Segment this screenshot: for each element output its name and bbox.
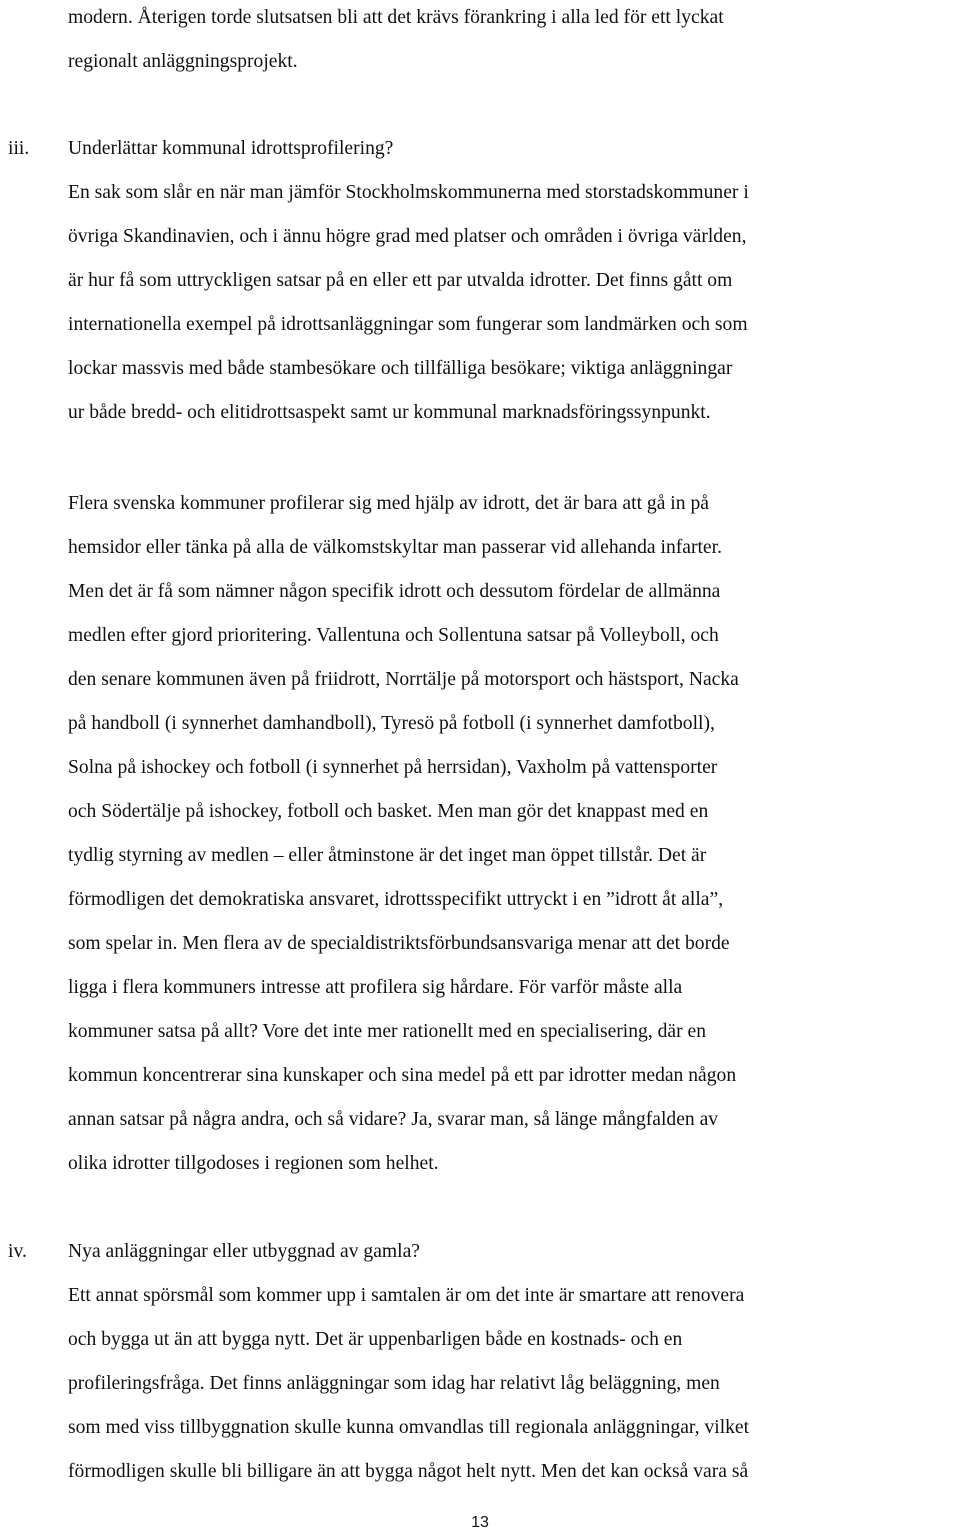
- section-iii-paragraph-2: [68, 482, 956, 1186]
- text-line: den senare kommunen även på friidrott, Norrtälje på motorsport och hästsport, Nacka: [68, 669, 739, 690]
- section-iv-paragraph-1: [68, 1274, 956, 1494]
- section-iv-heading: Nya anläggningar eller utbyggnad av gamla?: [68, 1241, 421, 1262]
- text-line: lockar massvis med både stambesökare och tillfälliga besökare; viktiga anläggningar: [68, 358, 733, 379]
- text-line: förmodligen skulle bli billigare än att bygga något helt nytt. Men det kan också vara så: [68, 1461, 749, 1482]
- section-iii-marker: iii.: [8, 138, 30, 159]
- text-line: ur både bredd- och elitidrottsaspekt samt ur kommunal marknadsföringssynpunkt.: [68, 402, 711, 423]
- text-line: övriga Skandinavien, och i ännu högre grad med platser och områden i övriga världen,: [68, 226, 747, 247]
- text-line: som med viss tillbyggnation skulle kunna omvandlas till regionala anläggningar, vilket: [68, 1417, 750, 1438]
- text-line: medlen efter gjord prioritering. Vallentuna och Sollentuna satsar på Volleyboll, och: [68, 625, 719, 646]
- text-line: regionalt anläggningsprojekt.: [68, 51, 298, 72]
- text-line: Flera svenska kommuner profilerar sig med hjälp av idrott, det är bara att gå in på: [68, 493, 709, 514]
- text-line: profileringsfråga. Det finns anläggningar som idag har relativt låg beläggning, men: [68, 1373, 720, 1394]
- text-line: kommuner satsa på allt? Vore det inte mer rationellt med en specialisering, där en: [68, 1021, 707, 1042]
- text-line: är hur få som uttryckligen satsar på en eller ett par utvalda idrotter. Det finns gått om: [68, 270, 733, 291]
- text-line: förmodligen det demokratiska ansvaret, idrottsspecifikt uttryckt i en ”idrott åt alla”,: [68, 889, 724, 910]
- text-line: ligga i flera kommuners intresse att profilera sig hårdare. För varför måste alla: [68, 977, 683, 998]
- text-line: och bygga ut än att bygga nytt. Det är uppenbarligen både en kostnads- och en: [68, 1329, 683, 1350]
- section-iii-heading: Underlättar kommunal idrottsprofilering?: [68, 138, 394, 159]
- text-line: olika idrotter tillgodoses i regionen som helhet.: [68, 1153, 439, 1174]
- text-line: tydlig styrning av medlen – eller åtminstone är det inget man öppet tillstår. Det är: [68, 845, 707, 866]
- text-line: på handboll (i synnerhet damhandboll), Tyresö på fotboll (i synnerhet damfotboll),: [68, 713, 715, 734]
- text-line: En sak som slår en när man jämför Stockholmskommunerna med storstadskommuner i: [68, 182, 749, 203]
- text-line: annan satsar på några andra, och så vidare? Ja, svarar man, så länge mångfalden av: [68, 1109, 719, 1130]
- section-iii-paragraph-1: [68, 171, 956, 435]
- text-line: hemsidor eller tänka på alla de välkomstskyltar man passerar vid allehanda infarter.: [68, 537, 722, 558]
- text-line: internationella exempel på idrottsanläggningar som fungerar som landmärken och som: [68, 314, 748, 335]
- page-number: 13: [471, 1514, 489, 1531]
- section-iv-marker: iv.: [8, 1241, 27, 1262]
- text-line: Ett annat spörsmål som kommer upp i samtalen är om det inte är smartare att renovera: [68, 1285, 745, 1306]
- text-line: som spelar in. Men flera av de specialdistriktsförbundsansvariga menar att det borde: [68, 933, 730, 954]
- text-line: Men det är få som nämner någon specifik idrott och dessutom fördelar de allmänna: [68, 581, 721, 602]
- continuation-paragraph: [68, 0, 956, 84]
- text-line: och Södertälje på ishockey, fotboll och basket. Men man gör det knappast med en: [68, 801, 709, 822]
- text-line: kommun koncentrerar sina kunskaper och sina medel på ett par idrotter medan någon: [68, 1065, 737, 1086]
- text-line: modern. Återigen torde slutsatsen bli att det krävs förankring i alla led för ett lyckat: [68, 7, 724, 28]
- text-line: Solna på ishockey och fotboll (i synnerhet på herrsidan), Vaxholm på vattensporter: [68, 757, 718, 778]
